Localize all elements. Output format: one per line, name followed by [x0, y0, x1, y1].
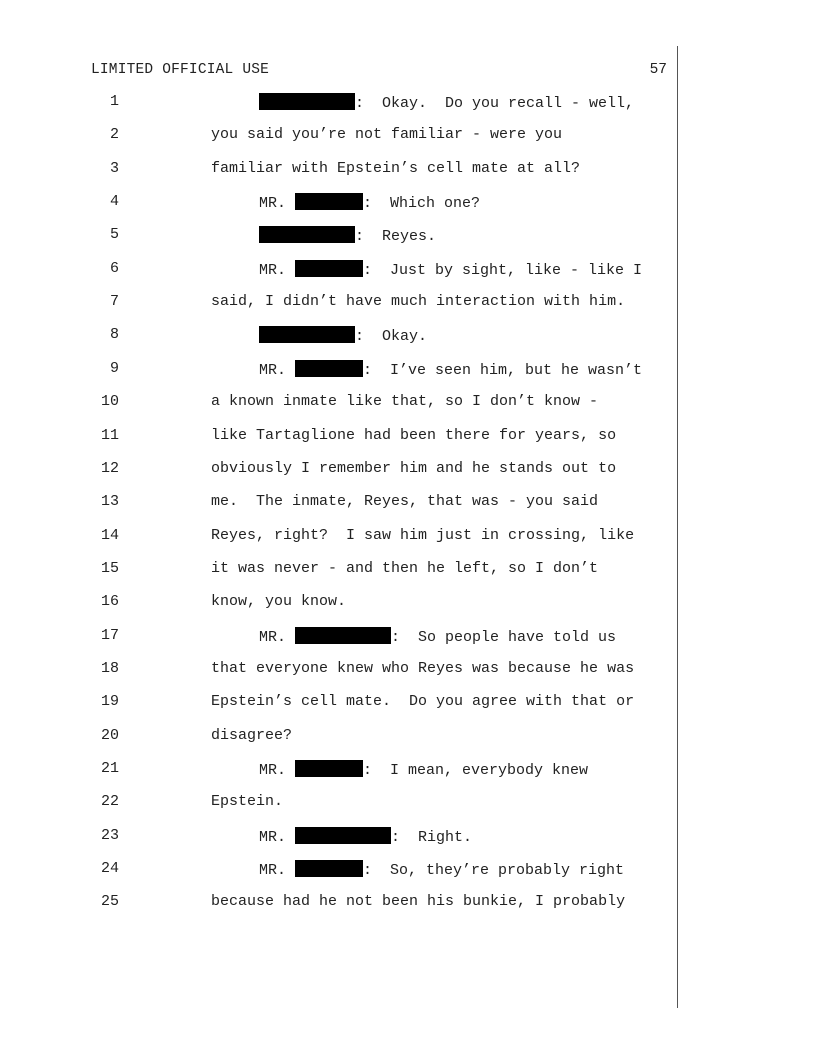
utterance-text: : I mean, everybody knew — [363, 762, 589, 779]
line-text — [259, 260, 642, 279]
line-text — [259, 226, 436, 245]
redaction-box — [295, 260, 363, 277]
line-text: Epstein’s cell mate. Do you agree with that or — [211, 693, 635, 711]
line-text: obviously I remember him and he stands out to — [211, 459, 617, 477]
speaker-prefix: MR. — [259, 828, 296, 846]
line-number: 11 — [100, 426, 119, 444]
line-number: 18 — [100, 659, 119, 677]
transcript-line — [0, 126, 677, 148]
transcript-line — [0, 860, 677, 882]
speaker-prefix: MR. — [259, 361, 296, 379]
speaker-prefix: MR. — [259, 762, 296, 779]
transcript-line — [0, 693, 677, 715]
line-text — [259, 193, 480, 212]
line-text: that everyone knew who Reyes was because he was — [211, 659, 635, 677]
transcript-line — [0, 260, 677, 282]
line-text: because had he not been his bunkie, I probably — [211, 893, 626, 911]
page-number: 57 — [649, 62, 667, 78]
line-number: 1 — [109, 93, 119, 110]
right-margin-rule — [677, 46, 678, 1008]
classification-header: LIMITED OFFICIAL USE — [91, 62, 270, 78]
line-number: 23 — [100, 826, 119, 844]
line-text: you said you’re not familiar - were you — [211, 126, 563, 144]
redaction-box — [295, 360, 363, 377]
line-number: 15 — [100, 559, 119, 577]
line-number: 7 — [109, 293, 119, 311]
line-number: 20 — [100, 726, 119, 744]
utterance-text: : I’ve seen him, but he wasn’t — [363, 361, 643, 379]
line-text — [259, 627, 616, 646]
transcript-line — [0, 627, 677, 649]
redaction-box — [295, 193, 363, 210]
transcript-line — [0, 293, 677, 315]
line-number: 21 — [100, 760, 119, 777]
speaker-prefix: MR. — [259, 862, 296, 880]
line-text — [259, 93, 634, 112]
transcript-line — [0, 793, 677, 815]
line-text: like Tartaglione had been there for years, so — [211, 426, 617, 444]
line-number: 12 — [100, 459, 119, 477]
line-number: 14 — [100, 526, 119, 544]
transcript-line — [0, 393, 677, 415]
line-text: familiar with Epstein’s cell mate at all? — [211, 159, 581, 177]
transcript-line — [0, 193, 677, 215]
utterance-text: : So, they’re probably right — [363, 862, 625, 880]
transcript-line — [0, 560, 677, 582]
line-number: 6 — [109, 259, 119, 277]
line-text — [259, 760, 588, 779]
speaker-prefix: MR. — [259, 261, 296, 279]
utterance-text: : Okay. Do you recall - well, — [355, 95, 635, 112]
transcript-line — [0, 160, 677, 182]
line-text: it was never - and then he left, so I don’t — [211, 559, 599, 577]
line-number: 8 — [109, 326, 119, 344]
line-text — [259, 827, 472, 846]
transcript-line — [0, 893, 677, 915]
redaction-box — [259, 93, 355, 110]
line-number: 5 — [109, 226, 119, 244]
redaction-box — [259, 226, 355, 243]
transcript-line — [0, 660, 677, 682]
speaker-prefix: MR. — [259, 628, 296, 646]
line-text — [259, 326, 427, 345]
utterance-text: : Okay. — [355, 328, 428, 346]
line-text: disagree? — [211, 726, 293, 744]
line-number: 10 — [100, 393, 119, 411]
transcript-line — [0, 326, 677, 348]
line-number: 17 — [100, 626, 119, 644]
line-text — [259, 360, 642, 379]
utterance-text: : Just by sight, like - like I — [363, 261, 643, 279]
transcript-line — [0, 360, 677, 382]
redaction-box — [295, 860, 363, 877]
utterance-text: : So people have told us — [391, 628, 617, 646]
line-text: know, you know. — [211, 593, 347, 611]
redaction-box — [295, 760, 363, 777]
utterance-text: : Which one? — [363, 195, 481, 213]
line-number: 19 — [100, 693, 119, 711]
transcript-line — [0, 226, 677, 248]
line-number: 16 — [100, 593, 119, 611]
line-number: 9 — [109, 359, 119, 377]
line-text — [259, 860, 624, 879]
transcript-line — [0, 460, 677, 482]
utterance-text: : Right. — [391, 828, 473, 846]
line-number: 2 — [109, 126, 119, 144]
redaction-box — [259, 326, 355, 343]
line-number: 3 — [109, 159, 119, 177]
line-number: 24 — [100, 860, 119, 878]
line-text: me. The inmate, Reyes, that was - you said — [211, 493, 599, 511]
line-text: Epstein. — [211, 793, 284, 811]
speaker-prefix: MR. — [259, 195, 296, 213]
transcript-line — [0, 727, 677, 749]
line-number: 25 — [100, 893, 119, 911]
transcript-line — [0, 493, 677, 515]
line-number: 22 — [100, 793, 119, 811]
transcript-line — [0, 593, 677, 615]
redaction-box — [295, 827, 391, 844]
transcript-line — [0, 93, 677, 115]
line-text: a known inmate like that, so I don’t know - — [211, 393, 599, 411]
transcript-line — [0, 427, 677, 449]
redaction-box — [295, 627, 391, 644]
transcript-line — [0, 760, 677, 782]
line-text: said, I didn’t have much interaction with him. — [211, 293, 626, 311]
transcript-line — [0, 527, 677, 549]
line-number: 13 — [100, 493, 119, 511]
line-number: 4 — [109, 193, 119, 211]
utterance-text: : Reyes. — [355, 228, 437, 246]
transcript-line — [0, 827, 677, 849]
line-text: Reyes, right? I saw him just in crossing, like — [211, 526, 635, 544]
